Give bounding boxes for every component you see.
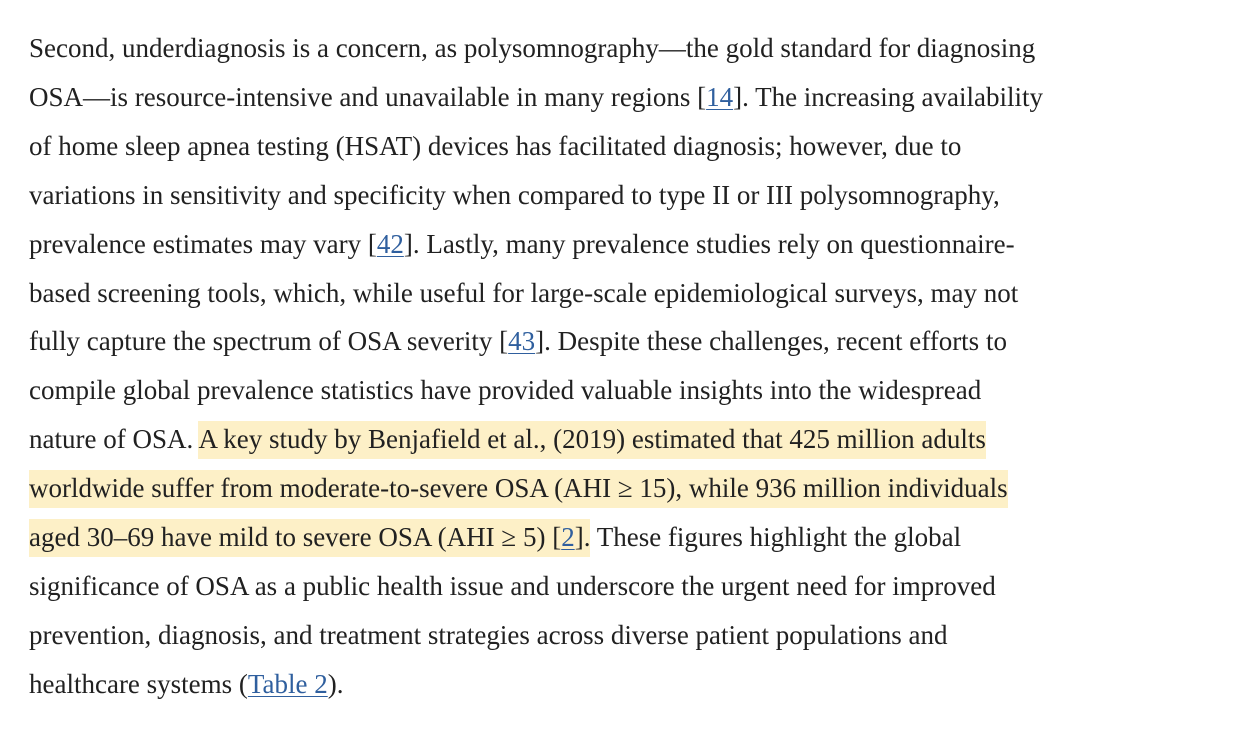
text-segment: compile global prevalence statistics have provided valuable insights into the widespread	[29, 375, 982, 406]
highlighted-text: ].	[575, 519, 591, 557]
text-segment: ).	[327, 668, 344, 699]
text-segment: fully capture the spectrum of OSA severity [	[29, 326, 509, 357]
text-line	[29, 614, 948, 656]
text-segment: nature of OSA.	[29, 424, 199, 455]
highlighted-text: worldwide suffer from moderate-to-severe OSA (AHI ≥ 15), while 936 million individuals	[29, 470, 1008, 508]
text-line	[29, 125, 961, 167]
text-line	[29, 223, 1015, 265]
text-segment: prevalence estimates may vary [	[29, 228, 377, 259]
text-segment: ]. Lastly, many prevalence studies rely on questionnaire-	[403, 228, 1015, 259]
citation-link[interactable]: Table 2	[247, 668, 328, 699]
text-segment: prevention, diagnosis, and treatment strategies across diverse patient populations and	[29, 619, 948, 650]
text-segment: healthcare systems (	[29, 668, 248, 699]
text-line	[29, 467, 1008, 509]
text-line	[29, 76, 1043, 118]
text-line	[29, 27, 1035, 69]
text-segment: These figures highlight the global	[590, 522, 962, 552]
text-line	[29, 565, 996, 607]
text-line	[29, 320, 1007, 362]
text-segment: ]. The increasing availability	[733, 81, 1043, 112]
highlighted-text: A key study by Benjafield et al., (2019) estimated that 425 million adults	[198, 421, 985, 459]
text-segment: of home sleep apnea testing (HSAT) devices has facilitated diagnosis; however, due to	[29, 130, 962, 161]
text-segment: OSA—is resource-intensive and unavailable in many regions [	[29, 81, 707, 112]
text-line	[29, 516, 961, 558]
text-line	[29, 272, 1018, 314]
text-segment: based screening tools, which, while useful for large-scale epidemiological surveys, may not	[29, 277, 1019, 308]
text-segment: Second, underdiagnosis is a concern, as polysomnography—the gold standard for diagnosing	[29, 33, 1036, 63]
text-line	[29, 174, 1000, 216]
highlighted-text: aged 30–69 have mild to severe OSA (AHI ≥ 5) [	[29, 519, 561, 557]
citation-link[interactable]: 2	[561, 519, 575, 557]
citation-link[interactable]: 42	[376, 228, 404, 259]
text-segment: ]. Despite these challenges, recent efforts to	[535, 326, 1007, 357]
text-segment: variations in sensitivity and specificity when compared to type II or III polysomnography,	[29, 179, 1000, 210]
citation-link[interactable]: 43	[508, 326, 536, 357]
text-line	[29, 369, 981, 411]
citation-link[interactable]: 14	[706, 81, 734, 112]
text-line	[29, 663, 344, 705]
text-segment: significance of OSA as a public health issue and underscore the urgent need for improved	[29, 570, 996, 601]
text-line	[29, 418, 986, 460]
